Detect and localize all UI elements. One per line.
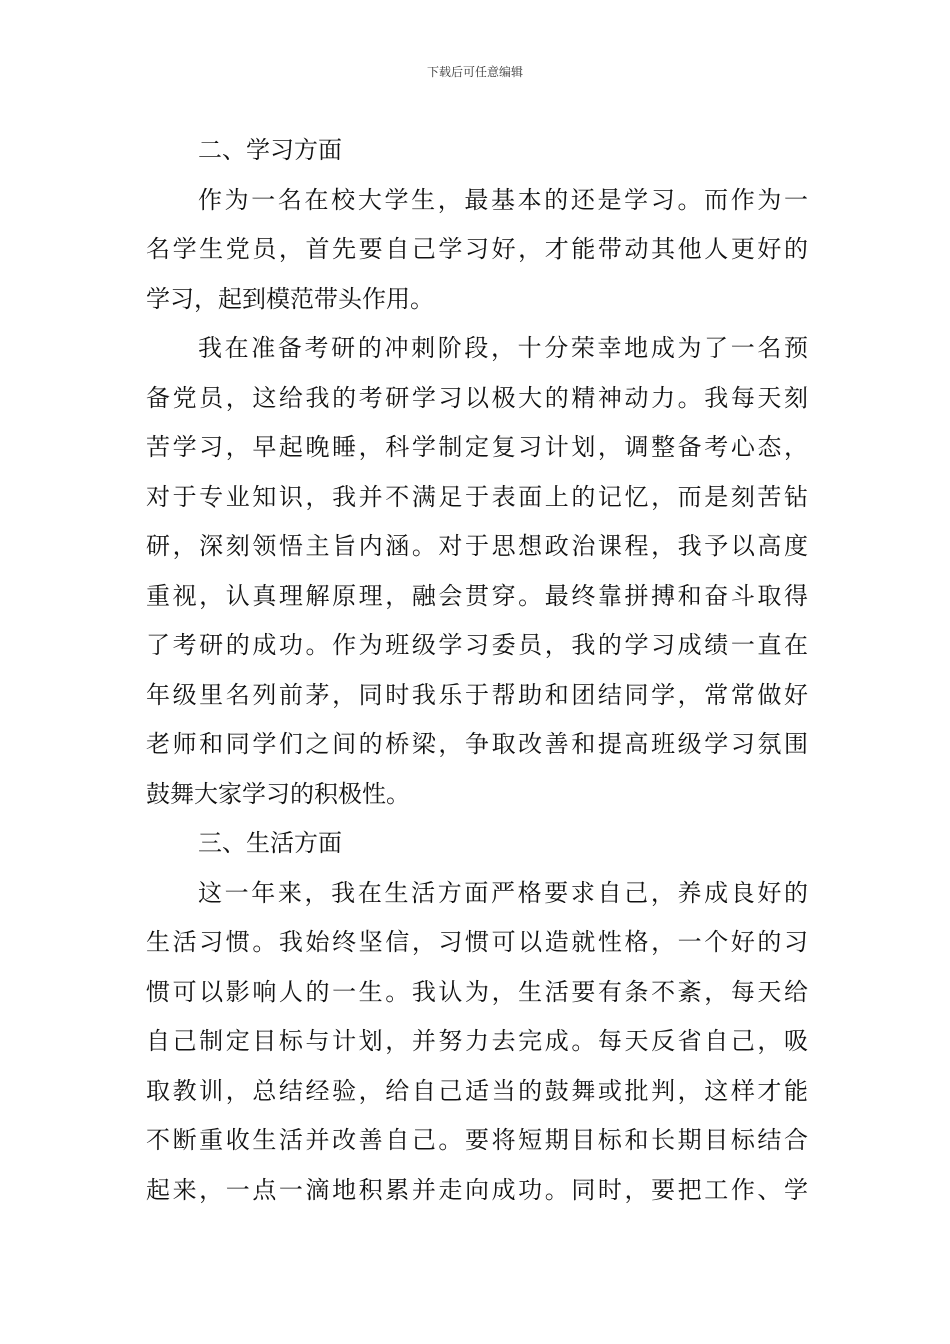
paragraph-line: 不断重收生活并改善自己。要将短期目标和长期目标结合 (146, 1126, 808, 1154)
paragraph-line: 生活习惯。我始终坚信，习惯可以造就性格，一个好的习 (146, 928, 808, 956)
paragraph-line: 取教训，总结经验，给自己适当的鼓舞或批判，这样才能 (146, 1076, 808, 1105)
section-heading-study: 二、学习方面 (198, 136, 342, 164)
section-heading-life: 三、生活方面 (198, 829, 342, 857)
paragraph-line: 对于专业知识，我并不满足于表面上的记忆，而是刻苦钻 (146, 482, 808, 511)
paragraph-line: 研，深刻领悟主旨内涵。对于思想政治课程，我予以高度 (146, 532, 808, 560)
page-header: 下载后可任意编辑 (426, 65, 523, 79)
paragraph-line: 自己制定目标与计划，并努力去完成。每天反省自己，吸 (146, 1027, 808, 1055)
paragraph-line: 了考研的成功。作为班级学习委员，我的学习成绩一直在 (146, 631, 808, 659)
paragraph-line: 重视，认真理解原理，融会贯穿。最终靠拼搏和奋斗取得 (146, 581, 808, 610)
paragraph-line: 惯可以影响人的一生。我认为，生活要有条不紊，每天给 (146, 977, 808, 1006)
paragraph-line: 这一年来，我在生活方面严格要求自己，养成良好的 (198, 878, 808, 907)
paragraph-line: 苦学习，早起晚睡，科学制定复习计划，调整备考心态， (146, 433, 808, 461)
paragraph-line: 学习，起到模范带头作用。 (146, 284, 434, 313)
paragraph-line: 备党员，这给我的考研学习以极大的精神动力。我每天刻 (146, 383, 808, 412)
paragraph-line: 名学生党员，首先要自己学习好，才能带动其他人更好的 (146, 235, 808, 263)
paragraph-line: 我在准备考研的冲刺阶段，十分荣幸地成为了一名预 (198, 334, 808, 362)
paragraph-line: 老师和同学们之间的桥梁，争取改善和提高班级学习氛围 (146, 730, 808, 758)
paragraph-line: 作为一名在校大学生，最基本的还是学习。而作为一 (198, 185, 808, 214)
document-body (146, 126, 808, 1215)
paragraph-line: 鼓舞大家学习的积极性。 (146, 779, 410, 808)
paragraph-line: 起来，一点一滴地积累并走向成功。同时，要把工作、学 (146, 1175, 808, 1204)
paragraph-line: 年级里名列前茅，同时我乐于帮助和团结同学，常常做好 (146, 680, 808, 709)
